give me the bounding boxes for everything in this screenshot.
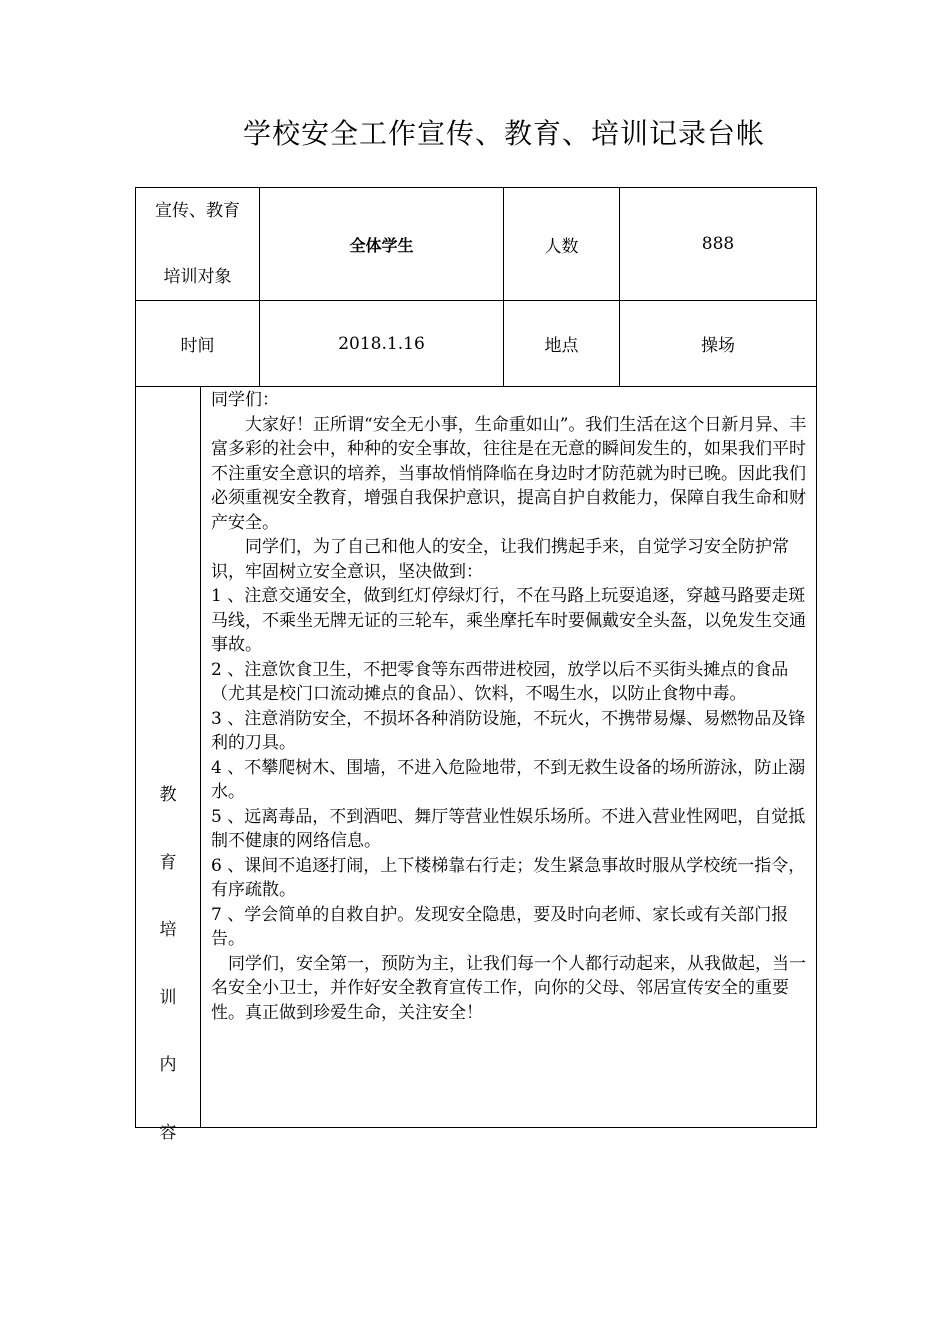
time-label: 时间	[180, 336, 215, 356]
content-paragraph: 大家好！正所谓“安全无小事，生命重如山”。我们生活在这个日新月异、丰富多彩的社会中，种种的安全事故，往往是在无意的瞬间发生的，如果我们平时不注重安全意识的培养，当事故悄悄降临在身边时才防范就为时已晚。因此我们必须重视安全教育，增强自我保护意识，提高自护自救能力，保障自我生命和财产安全。	[211, 414, 807, 533]
content-label-char: 育	[159, 852, 177, 873]
document-title: 学校安全工作宣传、教育、培训记录台帐	[242, 117, 765, 150]
column-divider	[200, 386, 201, 1127]
content-label-char: 教	[159, 785, 177, 805]
content-paragraph: 6 、课间不追逐打闹，上下楼梯靠右行走；发生紧急事故时服从学校统一指令，有序疏散。	[211, 855, 806, 900]
content-body	[211, 388, 811, 1025]
content-label	[136, 388, 200, 1143]
content-label-char: 训	[159, 987, 177, 1008]
audience-value: 全体学生	[349, 235, 414, 255]
content-paragraph: 同学们，为了自己和他人的安全，让我们携起手来，自觉学习安全防护常识，牢固树立安全意识，坚决做到：	[211, 537, 789, 582]
content-label-char: 容	[159, 1122, 177, 1143]
content-paragraph: 2 、注意饮食卫生，不把零食等东西带进校园，放学以后不买街头摊点的食品（尤其是校门口流动摊点的食品）、饮料，不喝生水，以防止食物中毒。	[211, 659, 789, 704]
record-table	[135, 187, 817, 1143]
audience-label-line2: 培训对象	[163, 267, 232, 287]
audience-label-line1: 宣传、教育	[155, 201, 240, 221]
count-value: 888	[701, 234, 735, 254]
content-paragraph: 3 、注意消防安全，不损坏各种消防设施，不玩火，不携带易爆、易燃物品及锋利的刀具。	[211, 708, 806, 753]
count-label: 人数	[544, 236, 579, 257]
place-value: 操场	[701, 336, 735, 356]
audience-label	[136, 188, 259, 300]
place-label: 地点	[544, 336, 579, 356]
content-paragraph: 同学们，安全第一，预防为主，让我们每一个人都行动起来，从我做起，当一名安全小卫士，并作好安全教育宣传工作，向你的父母、邻居宣传安全的重要性。真正做到珍爱生命，关注安全！	[211, 953, 806, 1023]
content-paragraph: 7 、学会简单的自救自护。发现安全隐患，要及时向老师、家长或有关部门报告。	[211, 904, 789, 949]
content-label-char: 培	[159, 920, 177, 940]
row-divider	[136, 386, 816, 387]
content-paragraph: 同学们：	[211, 390, 279, 410]
content-paragraph: 1 、注意交通安全，做到红灯停绿灯行，不在马路上玩耍追逐，穿越马路要走斑马线，不乘坐无牌无证的三轮车，乘坐摩托车时要佩戴安全头盔，以免发生交通事故。	[211, 586, 806, 655]
content-paragraph: 5 、远离毒品，不到酒吧、舞厅等营业性娱乐场所。不进入营业性网吧，自觉抵制不健康的网络信息。	[211, 806, 806, 851]
time-value: 2018.1.16	[338, 333, 425, 354]
content-label-char: 内	[159, 1055, 177, 1075]
content-paragraph: 4 、不攀爬树木、围墙，不进入危险地带，不到无救生设备的场所游泳，防止溺水。	[211, 757, 806, 802]
